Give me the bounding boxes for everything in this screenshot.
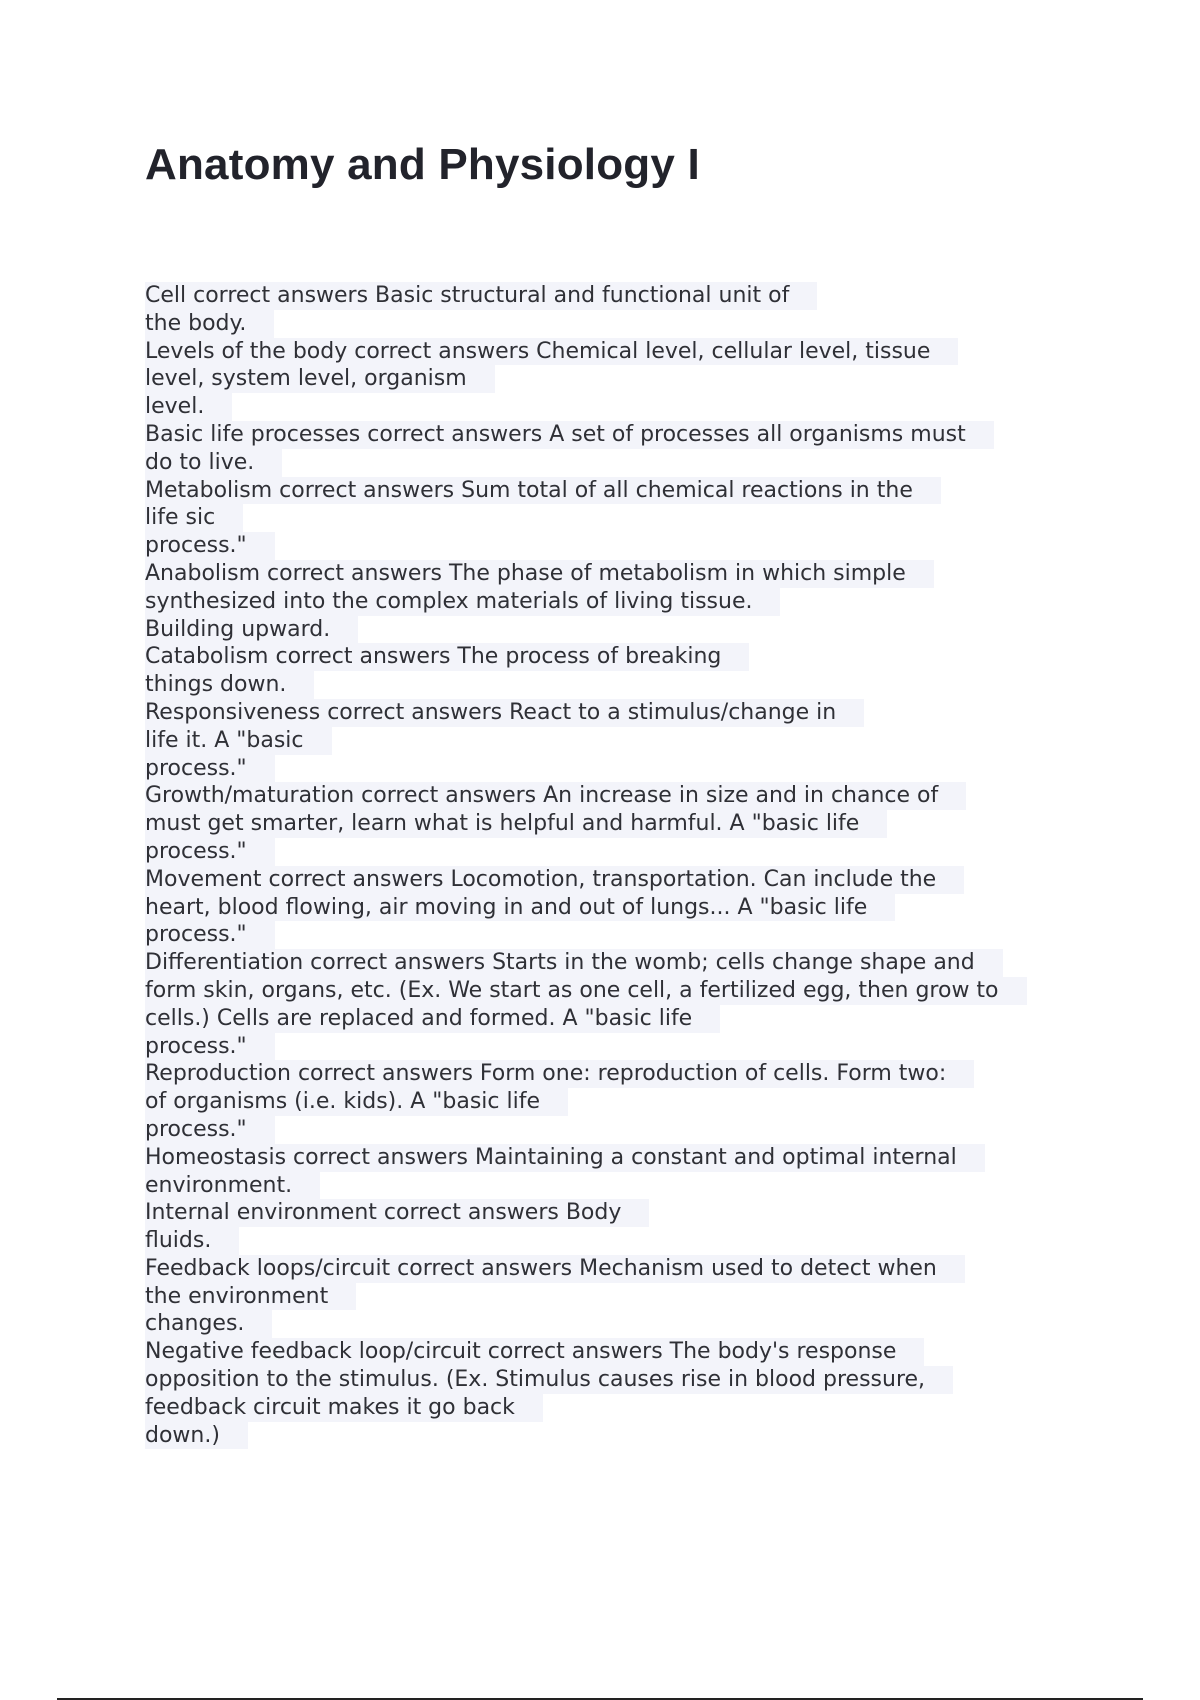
- entry-line-text: process.": [145, 532, 275, 560]
- flashcard-entry: [145, 699, 1085, 782]
- entry-line: [145, 1283, 1085, 1311]
- entry-line-text: process.": [145, 838, 275, 866]
- entry-line-text: Homeostasis correct answers Maintaining a constant and optimal internal: [145, 1144, 985, 1172]
- entry-line: [145, 616, 1085, 644]
- entry-line-text: Movement correct answers Locomotion, transportation. Can include the: [145, 866, 964, 894]
- entry-line-text: process.": [145, 755, 275, 783]
- entry-line-text: process.": [145, 1116, 275, 1144]
- entry-line-text: Feedback loops/circuit correct answers Mechanism used to detect when: [145, 1255, 965, 1283]
- entry-line-text: the body.: [145, 310, 274, 338]
- entry-line-text: Internal environment correct answers Body: [145, 1199, 649, 1227]
- entry-line: [145, 1310, 1085, 1338]
- entry-line: [145, 560, 1085, 588]
- entry-line: [145, 949, 1085, 977]
- entry-line-text: must get smarter, learn what is helpful and harmful. A "basic life: [145, 810, 887, 838]
- entry-line: [145, 643, 1085, 671]
- flashcard-entry: [145, 782, 1085, 865]
- entry-line: [145, 504, 1085, 532]
- entry-line: [145, 699, 1085, 727]
- flashcard-entry: [145, 949, 1085, 1060]
- entry-line: [145, 421, 1085, 449]
- flashcard-entry: [145, 1199, 1085, 1255]
- entry-line: [145, 1422, 1085, 1450]
- entry-line: [145, 1005, 1085, 1033]
- entry-line-text: Negative feedback loop/circuit correct answers The body's response: [145, 1338, 924, 1366]
- entry-line: [145, 477, 1085, 505]
- document-title: Anatomy and Physiology I: [145, 140, 700, 189]
- entry-line: [145, 921, 1085, 949]
- entry-line-text: life it. A "basic: [145, 727, 332, 755]
- entry-line: [145, 838, 1085, 866]
- entry-line-text: down.): [145, 1422, 248, 1450]
- entry-line-text: Building upward.: [145, 616, 358, 644]
- flashcard-entry: [145, 866, 1085, 949]
- entry-line-text: level, system level, organism: [145, 365, 495, 393]
- flashcard-entry: [145, 477, 1085, 560]
- entry-line-text: Anabolism correct answers The phase of metabolism in which simple: [145, 560, 934, 588]
- entry-list: [145, 282, 1085, 1449]
- entry-line-text: process.": [145, 1033, 275, 1061]
- entry-line-text: Differentiation correct answers Starts in the womb; cells change shape and: [145, 949, 1003, 977]
- entry-line-text: heart, blood flowing, air moving in and out of lungs... A "basic life: [145, 894, 895, 922]
- entry-line: [145, 727, 1085, 755]
- entry-line-text: things down.: [145, 671, 314, 699]
- entry-line-text: Basic life processes correct answers A set of processes all organisms must: [145, 421, 994, 449]
- entry-line: [145, 310, 1085, 338]
- entry-line: [145, 1255, 1085, 1283]
- entry-line: [145, 1060, 1085, 1088]
- flashcard-entry: [145, 560, 1085, 643]
- entry-line: [145, 755, 1085, 783]
- entry-line: [145, 1172, 1085, 1200]
- entry-line-text: process.": [145, 921, 275, 949]
- entry-line-text: life sic: [145, 504, 243, 532]
- flashcard-entry: [145, 1338, 1085, 1449]
- entry-line: [145, 338, 1085, 366]
- flashcard-entry: [145, 1060, 1085, 1143]
- entry-line: [145, 588, 1085, 616]
- entry-line-text: environment.: [145, 1172, 320, 1200]
- entry-line-text: level.: [145, 393, 232, 421]
- entry-line-text: form skin, organs, etc. (Ex. We start as one cell, a fertilized egg, then grow to: [145, 977, 1027, 1005]
- flashcard-entry: [145, 643, 1085, 699]
- entry-line-text: Levels of the body correct answers Chemical level, cellular level, tissue: [145, 338, 958, 366]
- entry-line: [145, 365, 1085, 393]
- entry-line: [145, 532, 1085, 560]
- entry-line: [145, 977, 1085, 1005]
- entry-line-text: do to live.: [145, 449, 282, 477]
- entry-line: [145, 894, 1085, 922]
- entry-line-text: of organisms (i.e. kids). A "basic life: [145, 1088, 568, 1116]
- entry-line: [145, 393, 1085, 421]
- flashcard-entry: [145, 421, 1085, 477]
- entry-line-text: Reproduction correct answers Form one: reproduction of cells. Form two:: [145, 1060, 974, 1088]
- entry-line: [145, 1338, 1085, 1366]
- flashcard-entry: [145, 1144, 1085, 1200]
- entry-line: [145, 1088, 1085, 1116]
- flashcard-entry: [145, 338, 1085, 421]
- entry-line: [145, 866, 1085, 894]
- entry-line: [145, 1394, 1085, 1422]
- entry-line: [145, 1116, 1085, 1144]
- entry-line-text: cells.) Cells are replaced and formed. A "basic life: [145, 1005, 720, 1033]
- flashcard-entry: [145, 1255, 1085, 1338]
- entry-line: [145, 1199, 1085, 1227]
- entry-line-text: Cell correct answers Basic structural and functional unit of: [145, 282, 817, 310]
- entry-line-text: synthesized into the complex materials of living tissue.: [145, 588, 780, 616]
- entry-line-text: the environment: [145, 1283, 356, 1311]
- entry-line: [145, 449, 1085, 477]
- flashcard-entry: [145, 282, 1085, 338]
- entry-line-text: feedback circuit makes it go back: [145, 1394, 543, 1422]
- entry-line-text: opposition to the stimulus. (Ex. Stimulus causes rise in blood pressure,: [145, 1366, 953, 1394]
- entry-line: [145, 1227, 1085, 1255]
- entry-line: [145, 671, 1085, 699]
- entry-line: [145, 282, 1085, 310]
- entry-line-text: changes.: [145, 1310, 272, 1338]
- entry-line-text: Responsiveness correct answers React to a stimulus/change in: [145, 699, 864, 727]
- entry-line-text: Catabolism correct answers The process of breaking: [145, 643, 749, 671]
- entry-line: [145, 1033, 1085, 1061]
- entry-line: [145, 810, 1085, 838]
- entry-line: [145, 782, 1085, 810]
- entry-line: [145, 1144, 1085, 1172]
- entry-line-text: Metabolism correct answers Sum total of all chemical reactions in the: [145, 477, 941, 505]
- entry-line-text: fluids.: [145, 1227, 239, 1255]
- entry-line-text: Growth/maturation correct answers An increase in size and in chance of: [145, 782, 966, 810]
- entry-line: [145, 1366, 1085, 1394]
